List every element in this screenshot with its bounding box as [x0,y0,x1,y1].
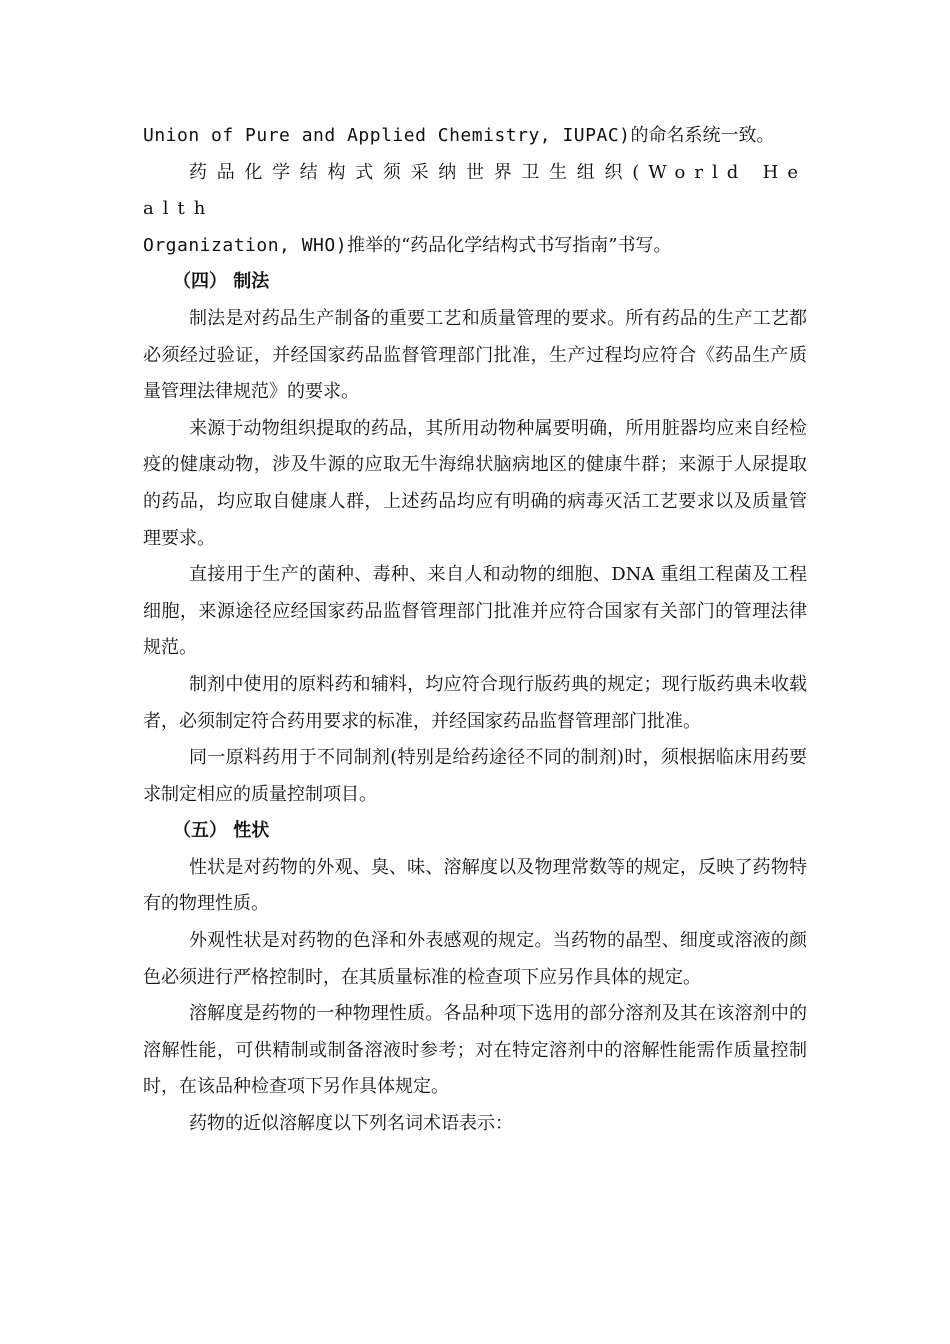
paragraph-zhifa-1: 制法是对药品生产制备的重要工艺和质量管理的要求。所有药品的生产工艺都必须经过验证，并经国家药品监督管理部门批准，生产过程均应符合《药品生产质量管理法律规范》的要求。 [143,307,807,403]
paragraph-who [143,155,807,265]
paragraph-xingzhuang-1: 性状是对药物的外观、臭、味、溶解度以及物理常数等的规定，反映了药物特有的物理性质。 [143,856,807,915]
document-page [143,118,807,1143]
paragraph-zhifa-4: 制剂中使用的原料药和辅料，均应符合现行版药典的规定；现行版药典未收载者，必须制定符合药用要求的标准，并经国家药品监督管理部门批准。 [143,673,807,732]
section-heading-5: （五） 性状 [173,820,270,842]
who-text-a: 药品化学结构式须采纳世界卫生组织(World Health [143,161,807,220]
section-heading-4: （四） 制法 [173,271,270,293]
paragraph-zhifa-2: 来源于动物组织提取的药品，其所用动物种属要明确，所用脏器均应来自经检疫的健康动物，涉及牛源的应取无牛海绵状脑病地区的健康牛群；来源于人尿提取的药品，均应取自健康人群，上述药品均应有明确的病毒灭活工艺要求以及质量管理要求。 [143,417,807,549]
paragraph-iupac [143,118,807,155]
who-text-b: Organization, WHO) [143,234,348,256]
paragraph-xingzhuang-2: 外观性状是对药物的色泽和外表感观的规定。当药物的晶型、细度或溶液的颜色必须进行严格控制时，在其质量标准的检查项下应另作具体的规定。 [143,930,807,988]
paragraph-xingzhuang-3: 溶解度是药物的一种物理性质。各品种项下选用的部分溶剂及其在该溶剂中的溶解性能，可供精制或制备溶液时参考；对在特定溶剂中的溶解性能需作质量控制时，在该品种检查项下另作具体规定。 [143,1003,807,1098]
iupac-latin-text: Union of Pure and Applied Chemistry, IUPAC) [143,125,631,146]
paragraph-zhifa-3: 直接用于生产的菌种、毒种、来自人和动物的细胞、DNA 重组工程菌及工程细胞，来源途径应经国家药品监督管理部门批准并应符合国家有关部门的管理法律规范。 [143,564,807,659]
who-text-c: 推举的“药品化学结构式书写指南”书写。 [347,234,672,256]
paragraph-xingzhuang-4: 药物的近似溶解度以下列名词术语表示： [189,1113,513,1135]
iupac-cn-text: 的命名系统一致。 [630,125,775,146]
paragraph-zhifa-5: 同一原料药用于不同制剂(特别是给药途径不同的制剂)时，须根据临床用药要求制定相应的质量控制项目。 [143,747,807,805]
